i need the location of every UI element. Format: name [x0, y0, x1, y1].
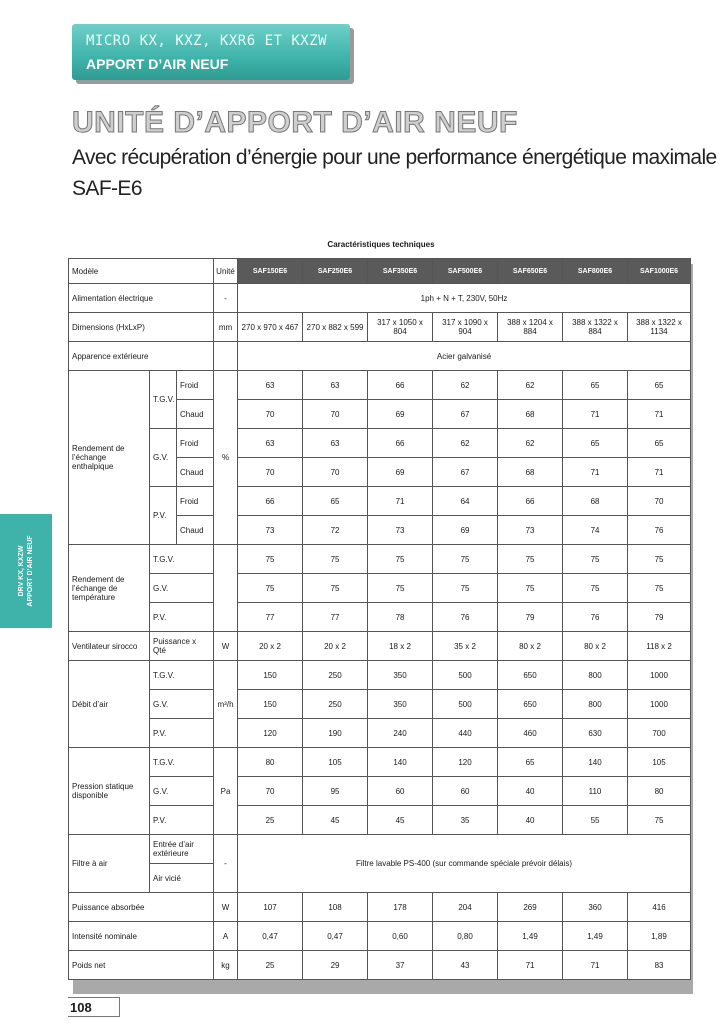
- value-cell: 75: [628, 574, 691, 603]
- value-cell: 66: [238, 487, 303, 516]
- value-cell: 60: [433, 777, 498, 806]
- row-label: Dimensions (HxLxP): [69, 313, 214, 342]
- value-cell: 1,49: [563, 922, 628, 951]
- value-cell: 68: [498, 458, 563, 487]
- side-tab-line2: APPORT D’AIR NEUF: [27, 535, 34, 607]
- model-label: Modèle: [69, 259, 214, 284]
- value-cell: 630: [563, 719, 628, 748]
- value-cell: 0,47: [303, 922, 368, 951]
- value-cell: 75: [628, 545, 691, 574]
- value-cell: 29: [303, 951, 368, 980]
- row-label: Intensité nominale: [69, 922, 214, 951]
- mode-label: Chaud: [177, 400, 214, 429]
- page-subtitle: Avec récupération d’énergie pour une performance énergétique maximale: [72, 146, 717, 169]
- model-header: SAF350E6: [368, 259, 433, 284]
- row-unit: kg: [214, 951, 238, 980]
- value-cell: 80: [238, 748, 303, 777]
- group-unit: m³/h: [214, 661, 238, 748]
- value-cell: 75: [433, 545, 498, 574]
- value-cell: 35: [433, 806, 498, 835]
- table-row: [69, 661, 691, 690]
- value-cell: 70: [628, 487, 691, 516]
- group-unit: -: [214, 835, 238, 893]
- value-cell: 20 x 2: [303, 632, 368, 661]
- value-cell: 71: [563, 951, 628, 980]
- row-label: Poids net: [69, 951, 214, 980]
- value-cell: 67: [433, 400, 498, 429]
- table-row: [69, 574, 691, 603]
- value-cell: 0,47: [238, 922, 303, 951]
- value-cell: 73: [368, 516, 433, 545]
- value-cell: 250: [303, 661, 368, 690]
- speed-label: G.V.: [150, 777, 214, 806]
- table-header-row: [69, 259, 691, 284]
- speed-label: G.V.: [150, 574, 214, 603]
- mode-label: Froid: [177, 371, 214, 400]
- mode-label: Froid: [177, 429, 214, 458]
- value-cell: 105: [628, 748, 691, 777]
- value-cell: 25: [238, 806, 303, 835]
- value-cell: 76: [433, 603, 498, 632]
- value-cell: 1000: [628, 661, 691, 690]
- speed-label: P.V.: [150, 487, 177, 545]
- value-cell: 40: [498, 806, 563, 835]
- value-cell: 350: [368, 661, 433, 690]
- value-cell: 68: [498, 400, 563, 429]
- table-row: [69, 806, 691, 835]
- value-cell: 65: [498, 748, 563, 777]
- value-cell: 250: [303, 690, 368, 719]
- value-cell: 800: [563, 661, 628, 690]
- value-cell: 71: [563, 400, 628, 429]
- speed-label: P.V.: [150, 603, 214, 632]
- value-cell: 360: [563, 893, 628, 922]
- value-cell: 71: [368, 487, 433, 516]
- value-cell: 20 x 2: [238, 632, 303, 661]
- value-cell: 150: [238, 661, 303, 690]
- value-cell: 1000: [628, 690, 691, 719]
- table-row: [69, 719, 691, 748]
- value-cell: 65: [563, 371, 628, 400]
- row-sublabel: Puissance x Qté: [150, 632, 214, 661]
- value-cell: 35 x 2: [433, 632, 498, 661]
- group-unit: %: [214, 371, 238, 545]
- value-cell: 65: [303, 487, 368, 516]
- side-tab-line1: DRV KX, KXZW: [18, 545, 25, 597]
- value-cell: 62: [433, 429, 498, 458]
- model-name: SAF-E6: [72, 177, 142, 200]
- table-row: [69, 835, 691, 864]
- value-cell: 70: [238, 777, 303, 806]
- value-cell: 62: [433, 371, 498, 400]
- speed-label: P.V.: [150, 806, 214, 835]
- value-cell: 350: [368, 690, 433, 719]
- value-cell: 190: [303, 719, 368, 748]
- value-cell: 80 x 2: [563, 632, 628, 661]
- value-cell: 650: [498, 661, 563, 690]
- group-label: Pression statique disponible: [69, 748, 150, 835]
- value-cell: 70: [303, 400, 368, 429]
- value-cell: 77: [303, 603, 368, 632]
- page-title: UNITÉ D’APPORT D’AIR NEUF: [72, 106, 518, 139]
- value-cell: 75: [563, 545, 628, 574]
- value-cell: 73: [498, 516, 563, 545]
- model-header: SAF650E6: [498, 259, 563, 284]
- value-cell: 73: [238, 516, 303, 545]
- value-cell: 1,89: [628, 922, 691, 951]
- table-row: [69, 371, 691, 400]
- value-cell: 72: [303, 516, 368, 545]
- value-cell: 317 x 1050 x 804: [368, 313, 433, 342]
- speed-label: T.G.V.: [150, 371, 177, 429]
- value-cell: 500: [433, 690, 498, 719]
- value-cell: 18 x 2: [368, 632, 433, 661]
- table-row: [69, 313, 691, 342]
- page-number: 108: [68, 997, 120, 1017]
- speed-label: P.V.: [150, 719, 214, 748]
- value-cell: 80 x 2: [498, 632, 563, 661]
- value-cell: 75: [498, 574, 563, 603]
- row-unit: A: [214, 922, 238, 951]
- value-cell: 64: [433, 487, 498, 516]
- value-cell: 25: [238, 951, 303, 980]
- side-tab: [0, 514, 52, 628]
- table-row: [69, 545, 691, 574]
- value-cell: 63: [238, 371, 303, 400]
- value-cell: 40: [498, 777, 563, 806]
- value-cell: 1,49: [498, 922, 563, 951]
- row-unit: -: [214, 284, 238, 313]
- value-cell: 140: [368, 748, 433, 777]
- value-cell: 118 x 2: [628, 632, 691, 661]
- row-unit: W: [214, 632, 238, 661]
- value-cell: 460: [498, 719, 563, 748]
- model-header: SAF500E6: [433, 259, 498, 284]
- value-cell: 45: [368, 806, 433, 835]
- table-row: [69, 922, 691, 951]
- value-cell: 65: [628, 429, 691, 458]
- value-cell: 76: [563, 603, 628, 632]
- value-cell: 388 x 1204 x 884: [498, 313, 563, 342]
- header-section: APPORT D’AIR NEUF: [86, 56, 229, 72]
- value-cell: 270 x 970 x 467: [238, 313, 303, 342]
- mode-label: Chaud: [177, 516, 214, 545]
- value-cell: 75: [368, 574, 433, 603]
- table-row: [69, 603, 691, 632]
- model-header: SAF150E6: [238, 259, 303, 284]
- group-label: Rendement de l’échange enthalpique: [69, 371, 150, 545]
- filter-sublabel: Air vicié: [150, 864, 214, 893]
- model-header: SAF800E6: [563, 259, 628, 284]
- section-header-tab: [72, 24, 350, 80]
- side-tab-label: [17, 535, 35, 606]
- value-cell: 70: [238, 458, 303, 487]
- value-cell: 79: [498, 603, 563, 632]
- merged-value: Filtre lavable PS-400 (sur commande spéciale prévoir délais): [238, 835, 691, 893]
- row-label: Apparence extérieure: [69, 342, 214, 371]
- value-cell: 140: [563, 748, 628, 777]
- value-cell: 500: [433, 661, 498, 690]
- value-cell: 70: [238, 400, 303, 429]
- row-label: Alimentation électrique: [69, 284, 214, 313]
- value-cell: 0,60: [368, 922, 433, 951]
- model-header: SAF1000E6: [628, 259, 691, 284]
- value-cell: 62: [498, 429, 563, 458]
- value-cell: 68: [563, 487, 628, 516]
- value-cell: 62: [498, 371, 563, 400]
- merged-value: 1ph + N + T, 230V, 50Hz: [238, 284, 691, 313]
- filter-sublabel: Entrée d’air extérieure: [150, 835, 214, 864]
- value-cell: 95: [303, 777, 368, 806]
- value-cell: 71: [498, 951, 563, 980]
- mode-label: Chaud: [177, 458, 214, 487]
- value-cell: 150: [238, 690, 303, 719]
- value-cell: 107: [238, 893, 303, 922]
- table-row: [69, 429, 691, 458]
- value-cell: 75: [238, 574, 303, 603]
- value-cell: 80: [628, 777, 691, 806]
- speed-label: G.V.: [150, 429, 177, 487]
- value-cell: 69: [433, 516, 498, 545]
- spec-caption: Caractéristiques techniques: [327, 240, 435, 249]
- value-cell: 69: [368, 458, 433, 487]
- value-cell: 110: [563, 777, 628, 806]
- value-cell: 317 x 1090 x 904: [433, 313, 498, 342]
- value-cell: 63: [303, 371, 368, 400]
- value-cell: 75: [628, 806, 691, 835]
- value-cell: 270 x 882 x 599: [303, 313, 368, 342]
- value-cell: 83: [628, 951, 691, 980]
- value-cell: 178: [368, 893, 433, 922]
- group-label: Rendement de l’échange de température: [69, 545, 150, 632]
- value-cell: 416: [628, 893, 691, 922]
- value-cell: 66: [498, 487, 563, 516]
- group-label: Filtre à air: [69, 835, 150, 893]
- row-unit: mm: [214, 313, 238, 342]
- row-label: Ventilateur sirocco: [69, 632, 150, 661]
- value-cell: 75: [433, 574, 498, 603]
- value-cell: 66: [368, 429, 433, 458]
- mode-label: Froid: [177, 487, 214, 516]
- value-cell: 76: [628, 516, 691, 545]
- value-cell: 43: [433, 951, 498, 980]
- group-label: Débit d’air: [69, 661, 150, 748]
- merged-value: Acier galvanisé: [238, 342, 691, 371]
- table-row: [69, 342, 691, 371]
- value-cell: 71: [628, 400, 691, 429]
- table-row: [69, 632, 691, 661]
- table-row: [69, 284, 691, 313]
- value-cell: 65: [563, 429, 628, 458]
- speed-label: T.G.V.: [150, 661, 214, 690]
- value-cell: 108: [303, 893, 368, 922]
- speed-label: T.G.V.: [150, 748, 214, 777]
- value-cell: 240: [368, 719, 433, 748]
- value-cell: 60: [368, 777, 433, 806]
- value-cell: 63: [238, 429, 303, 458]
- value-cell: 440: [433, 719, 498, 748]
- value-cell: 55: [563, 806, 628, 835]
- table-row: [69, 893, 691, 922]
- value-cell: 75: [303, 574, 368, 603]
- value-cell: 63: [303, 429, 368, 458]
- table-row: [69, 487, 691, 516]
- value-cell: 75: [368, 545, 433, 574]
- value-cell: 105: [303, 748, 368, 777]
- value-cell: 74: [563, 516, 628, 545]
- value-cell: 70: [303, 458, 368, 487]
- unit-label: Unité: [214, 259, 238, 284]
- value-cell: 120: [433, 748, 498, 777]
- value-cell: 120: [238, 719, 303, 748]
- value-cell: 800: [563, 690, 628, 719]
- row-unit: W: [214, 893, 238, 922]
- value-cell: 75: [303, 545, 368, 574]
- value-cell: 67: [433, 458, 498, 487]
- value-cell: 269: [498, 893, 563, 922]
- group-unit: Pa: [214, 748, 238, 835]
- value-cell: 45: [303, 806, 368, 835]
- value-cell: 77: [238, 603, 303, 632]
- value-cell: 700: [628, 719, 691, 748]
- value-cell: 37: [368, 951, 433, 980]
- table-row: [69, 951, 691, 980]
- model-header: SAF250E6: [303, 259, 368, 284]
- speed-label: G.V.: [150, 690, 214, 719]
- table-row: [69, 690, 691, 719]
- value-cell: 66: [368, 371, 433, 400]
- speed-label: T.G.V.: [150, 545, 214, 574]
- value-cell: 69: [368, 400, 433, 429]
- value-cell: 0,80: [433, 922, 498, 951]
- row-label: Puissance absorbée: [69, 893, 214, 922]
- value-cell: 650: [498, 690, 563, 719]
- value-cell: 204: [433, 893, 498, 922]
- value-cell: 79: [628, 603, 691, 632]
- value-cell: 71: [563, 458, 628, 487]
- value-cell: 75: [563, 574, 628, 603]
- table-row: [69, 777, 691, 806]
- value-cell: 75: [238, 545, 303, 574]
- value-cell: 65: [628, 371, 691, 400]
- value-cell: 75: [498, 545, 563, 574]
- value-cell: 388 x 1322 x 1134: [628, 313, 691, 342]
- row-unit: [214, 342, 238, 371]
- value-cell: 388 x 1322 x 884: [563, 313, 628, 342]
- value-cell: 71: [628, 458, 691, 487]
- group-unit: [214, 545, 238, 632]
- spec-table: [68, 258, 691, 980]
- value-cell: 78: [368, 603, 433, 632]
- table-row: [69, 748, 691, 777]
- header-series: MICRO KX, KXZ, KXR6 ET KXZW: [86, 33, 328, 49]
